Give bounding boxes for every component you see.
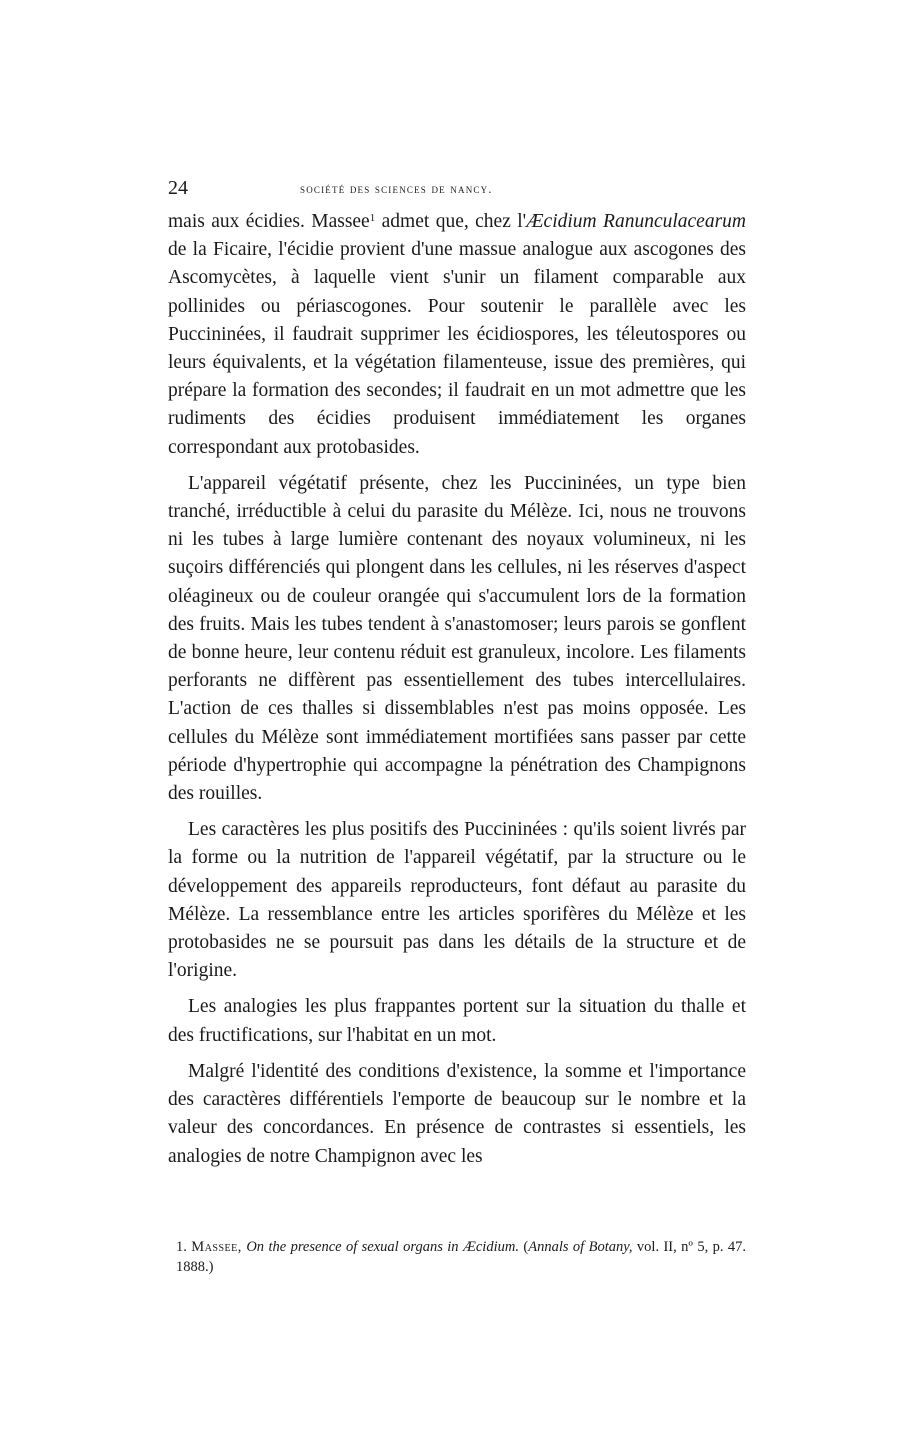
footnote-details: vol. II, nº 5, p. 47. 1888.) — [176, 1239, 747, 1275]
footnote-number: 1. — [176, 1239, 187, 1255]
paragraph-3: Les caractères les plus positifs des Puccininées : qu'ils soient livrés par la forme ou la nutrition de l'appareil végétatif, par la structure ou le développement des appareils reproducteurs, font défaut au parasite du Mélèze. La ressemblance entre les articles sporifères du Mélèze et les protobasides ne se poursuit pas dans les détails de la structure et de l'origine. — [168, 819, 746, 982]
paragraph-4: Les analogies les plus frappantes portent sur la situation du thalle et des fructifications, sur l'habitat en un mot. — [168, 996, 746, 1046]
paragraph-2: L'appareil végétatif présente, chez les Puccininées, un type bien tranché, irréductible à celui du parasite du Mélèze. Ici, nous ne trouvons ni les tubes à large lumière contenant des noyaux volumineux, ni les suçoirs différenciés qui plongent dans les cellules, ni les réserves d'aspect oléagineux ou de couleur orangée qui s'accumulent lors de la formation des fruits. Mais les tubes tendent à s'anastomoser; leurs parois se gonflent de bonne heure, leur contenu réduit est granuleux, incolore. Les filaments perforants ne diffèrent pas essentiellement des tubes intercellulaires. L'action de ces thalles si dissemblables n'est pas moins opposée. Les cellules du Mélèze sont immédiatement mortifiées sans passer par cette période d'hypertrophie qui accompagne la pénétration des Champignons des rouilles. — [168, 472, 746, 805]
paragraph-5: Malgré l'identité des conditions d'existence, la somme et l'importance des caractères différentiels l'emporte de beaucoup sur le nombre et la valeur des concordances. En présence de contrastes si essentiels, les analogies de notre Champignon avec les — [168, 1060, 746, 1167]
running-title: société des sciences de nancy. — [300, 181, 493, 196]
species-name: Æcidium Ranunculacearum — [526, 211, 746, 232]
page-number: 24 — [168, 177, 188, 199]
footnote-author: Massee, — [191, 1239, 242, 1255]
body-text — [168, 208, 746, 1171]
paragraph-1-text: admet que, chez l' — [375, 211, 527, 232]
footnote-journal: Annals of Botany, — [528, 1239, 633, 1255]
footnote-title: On the presence of sexual organs in Æcidium. — [246, 1239, 519, 1255]
paragraph-1-start: mais aux écidies. Massee — [168, 211, 370, 232]
footnote-reference: 1 — [369, 212, 376, 224]
paragraph-1 — [168, 208, 746, 462]
footnote — [176, 1237, 746, 1277]
footnote-paren: ( — [523, 1239, 529, 1255]
paragraph-1-rest: de la Ficaire, l'écidie provient d'une massue analogue aux ascogones des Ascomycètes, à laquelle vient s'unir un filament comparable aux pollinides ou périascogones. Pour soutenir le parallèle avec les Puccininées, il faudrait supprimer les écidiospores, les téleutospores ou leurs équivalents, et la végétation filamenteuse, issue des premières, qui prépare la formation des secondes; il faudrait en un mot admettre que les rudiments des écidies produisent immédiatement les organes correspondant aux protobasides. — [168, 239, 746, 458]
